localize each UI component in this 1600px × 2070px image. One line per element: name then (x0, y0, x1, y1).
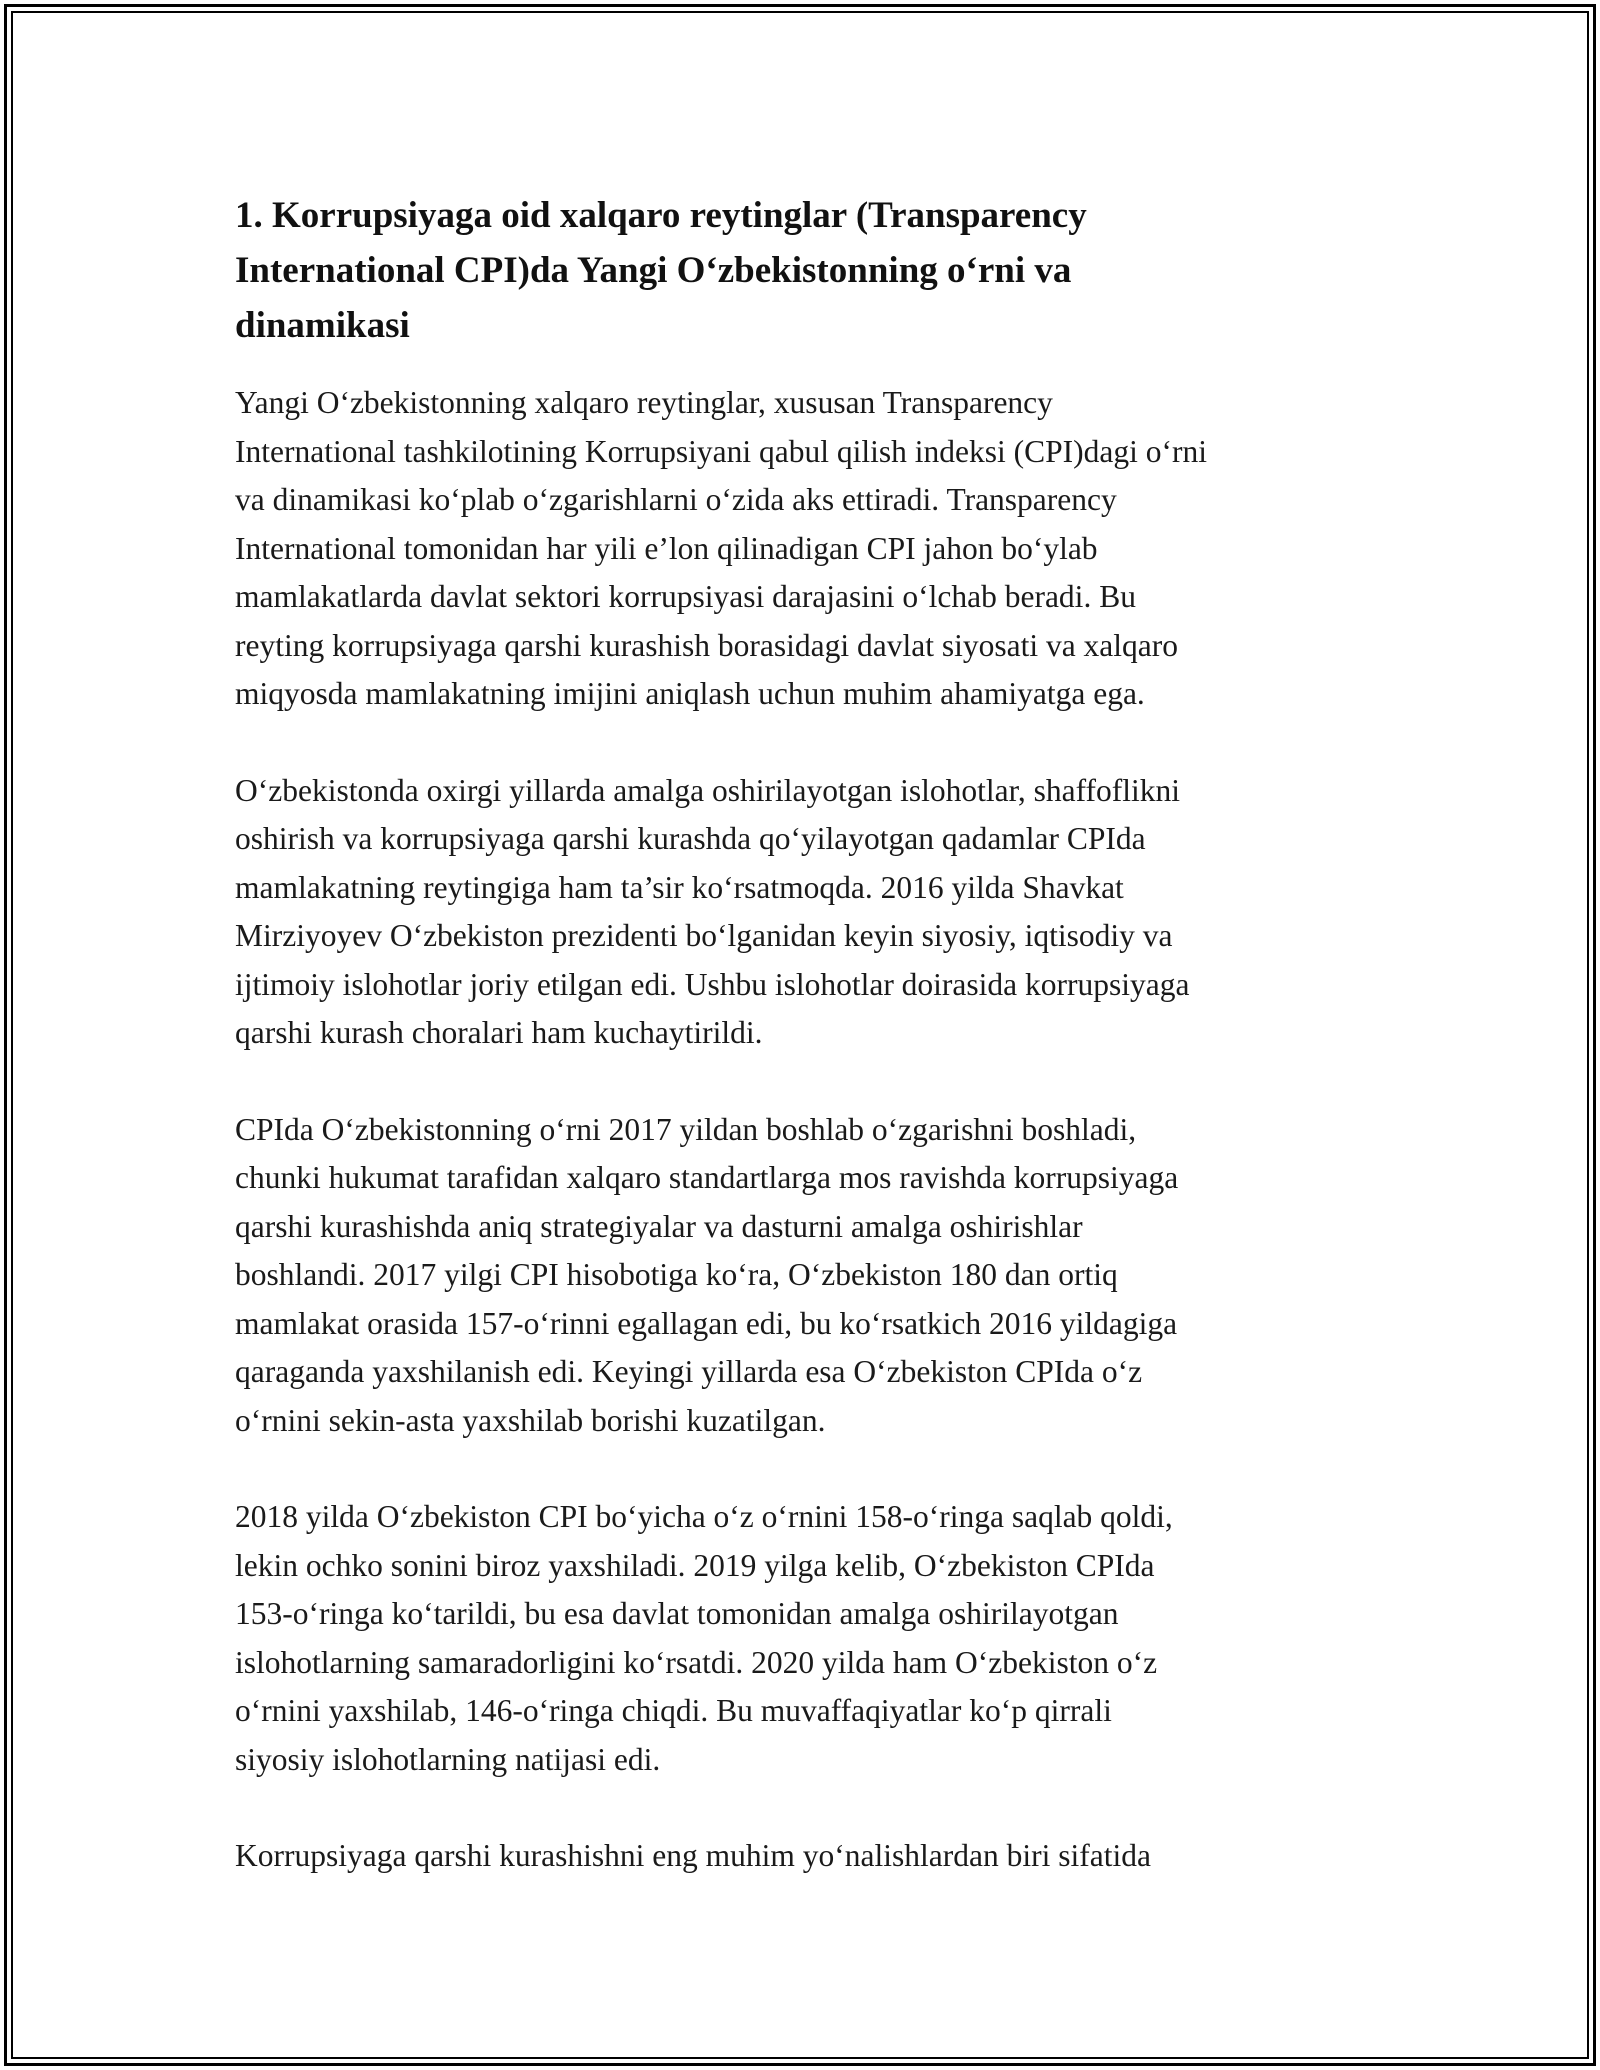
text-line: Mirziyoyev O‘zbekiston prezidenti bo‘lganidan keyin siyosiy, iqtisodiy va (235, 918, 1173, 953)
text-line: qaraganda yaxshilanish edi. Keyingi yillarda esa O‘zbekiston CPIda o‘z (235, 1354, 1143, 1389)
heading-line: International CPI)da Yangi O‘zbekistonning o‘rni va (235, 250, 1072, 291)
text-line: International tashkilotining Korrupsiyani qabul qilish indeksi (CPI)dagi o‘rni (235, 433, 1207, 469)
text-line: mamlakatning reytingiga ham ta’sir ko‘rsatmoqda. 2016 yilda Shavkat (235, 869, 1124, 905)
text-line: O‘zbekistonda oxirgi yillarda amalga oshirilayotgan islohotlar, shaffoflikni (235, 772, 1180, 808)
text-line: lekin ochko sonini biroz yaxshiladi. 2019 yilga kelib, O‘zbekiston CPIda (235, 1547, 1155, 1583)
paragraph-5 (235, 1832, 1375, 1881)
text-line: miqyosda mamlakatning imijini aniqlash uchun muhim ahamiyatga ega. (235, 676, 1145, 711)
heading-line: 1. Korrupsiyaga oid xalqaro reytinglar (Transparency (235, 195, 1087, 236)
text-line: islohotlarning samaradorligini ko‘rsatdi. 2020 yilda ham O‘zbekiston o‘z (235, 1644, 1158, 1680)
text-line: siyosiy islohotlarning natijasi edi. (235, 1741, 661, 1777)
heading-line: dinamikasi (235, 305, 410, 346)
text-line: va dinamikasi ko‘plab o‘zgarishlarni o‘zida aks ettiradi. Transparency (235, 482, 1117, 517)
paragraph-3 (235, 1106, 1375, 1446)
text-line: chunki hukumat tarafidan xalqaro standartlarga mos ravishda korrupsiyaga (235, 1160, 1179, 1195)
text-line: o‘rnini yaxshilab, 146-o‘ringa chiqdi. Bu muvaffaqiyatlar ko‘p qirrali (235, 1693, 1112, 1728)
paragraph-1 (235, 379, 1375, 719)
text-line: Korrupsiyaga qarshi kurashishni eng muhim yo‘nalishlardan biri sifatida (235, 1838, 1151, 1873)
paragraph-4 (235, 1493, 1375, 1784)
paragraph-2 (235, 767, 1375, 1058)
text-line: Yangi O‘zbekistonning xalqaro reytinglar, xususan Transparency (235, 385, 1053, 420)
text-line: CPIda O‘zbekistonning o‘rni 2017 yildan boshlab o‘zgarishni boshladi, (235, 1111, 1137, 1147)
text-line: mamlakat orasida 157-o‘rinni egallagan edi, bu ko‘rsatkich 2016 yildagiga (235, 1305, 1178, 1341)
text-line: ijtimoiy islohotlar joriy etilgan edi. Ushbu islohotlar doirasida korrupsiyaga (235, 966, 1190, 1002)
text-line: reyting korrupsiyaga qarshi kurashish borasidagi davlat siyosati va xalqaro (235, 627, 1179, 663)
text-line: 153-o‘ringa ko‘tarildi, bu esa davlat tomonidan amalga oshirilayotgan (235, 1596, 1119, 1631)
text-line: qarshi kurashishda aniq strategiyalar va dasturni amalga oshirishlar (235, 1208, 1083, 1244)
text-line: International tomonidan har yili e’lon qilinadigan CPI jahon bo‘ylab (235, 530, 1098, 566)
text-line: oshirish va korrupsiyaga qarshi kurashda qo‘yilayotgan qadamlar CPIda (235, 821, 1146, 856)
text-line: qarshi kurash choralari ham kuchaytirildi. (235, 1015, 763, 1050)
document-body (235, 188, 1375, 1929)
text-line: boshlandi. 2017 yilgi CPI hisobotiga ko‘ra, O‘zbekiston 180 dan ortiq (235, 1257, 1118, 1292)
text-line: mamlakatlarda davlat sektori korrupsiyasi darajasini o‘lchab beradi. Bu (235, 579, 1136, 614)
text-line: o‘rnini sekin-asta yaxshilab borishi kuzatilgan. (235, 1402, 826, 1438)
text-line: 2018 yilda O‘zbekiston CPI bo‘yicha o‘z o‘rnini 158-o‘ringa saqlab qoldi, (235, 1499, 1173, 1534)
section-heading (235, 188, 1375, 353)
